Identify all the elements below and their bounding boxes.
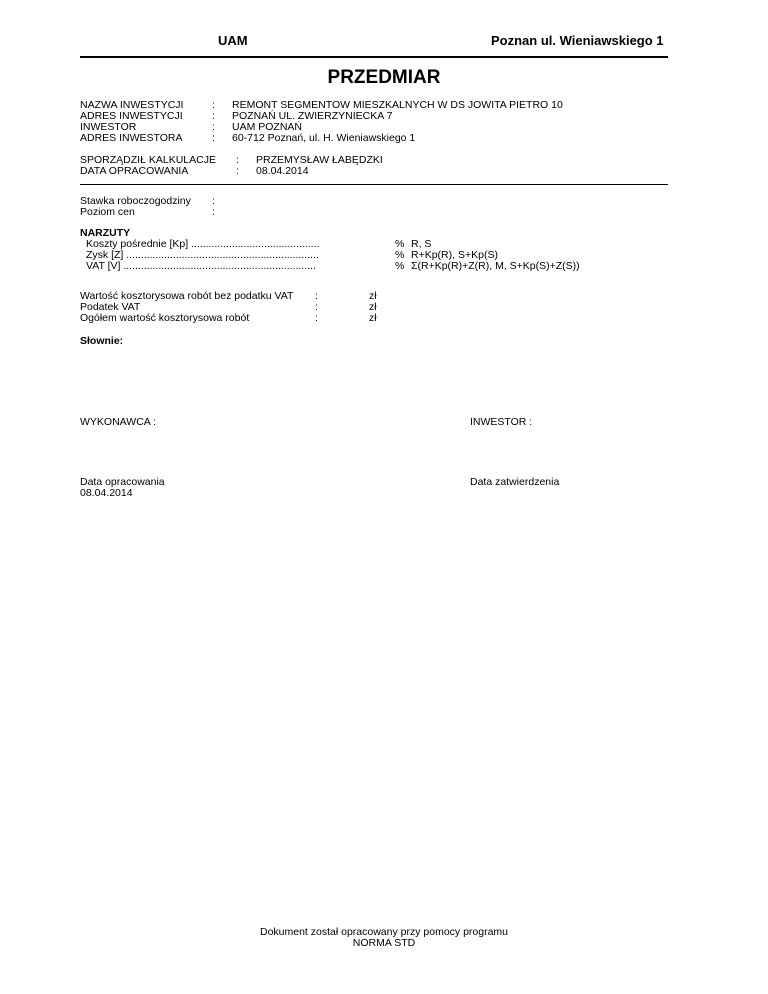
footer-line-2: NORMA STD — [352, 937, 416, 949]
vat-tax-currency: zł — [369, 301, 377, 313]
profit-unit: % — [395, 249, 405, 261]
investment-name-value: REMONT SEGMENTOW MIESZKALNYCH W DS JOWITA PIETRO 10 — [232, 99, 563, 111]
approval-date-label: Data zatwierdzenia — [470, 476, 560, 488]
preparation-date-value: 08.04.2014 — [256, 165, 309, 177]
vat-unit: % — [395, 260, 405, 272]
investor-sep: : — [212, 121, 215, 133]
document-title: PRZEDMIAR — [327, 67, 441, 88]
header-right: Poznan ul. Wieniawskiego 1 — [491, 33, 664, 48]
investment-address-sep: : — [212, 110, 215, 122]
profit-basis: R+Kp(R), S+Kp(S) — [411, 249, 498, 261]
prepared-by-label: SPORZĄDZIŁ KALKULACJE — [80, 154, 216, 166]
labor-rate-label: Stawka roboczogodziny — [80, 195, 191, 207]
prepared-date-value: 08.04.2014 — [80, 487, 133, 499]
investor-value: UAM POZNAŃ — [232, 121, 303, 133]
total-value-sep: : — [315, 312, 318, 324]
header-left: UAM — [218, 33, 248, 48]
investor-label: INWESTOR — [80, 121, 137, 133]
vat-tax-label: Podatek VAT — [80, 301, 141, 313]
total-value-label: Ogółem wartość kosztorysowa robót — [80, 312, 250, 324]
net-value-currency: zł — [369, 290, 377, 302]
net-value-sep: : — [315, 290, 318, 302]
net-value-label: Wartość kosztorysowa robót bez podatku VAT — [80, 290, 294, 302]
vat-tax-sep: : — [315, 301, 318, 313]
investment-address-value: POZNAŃ UL. ZWIERZYNIECKA 7 — [232, 110, 393, 122]
prepared-date-label: Data opracowania — [80, 476, 165, 488]
section-rule — [80, 184, 668, 185]
contractor-label: WYKONAWCA : — [80, 416, 157, 428]
prepared-by-sep: : — [236, 154, 239, 166]
investment-address-label: ADRES INWESTYCJI — [80, 110, 183, 122]
header-rule — [80, 56, 668, 58]
labor-rate-sep: : — [212, 195, 215, 207]
investor-address-sep: : — [212, 132, 215, 144]
investor-address-value: 60-712 Poznań, ul. H. Wieniawskiego 1 — [232, 132, 416, 144]
total-value-currency: zł — [369, 312, 377, 324]
vat-basis: Σ(R+Kp(R)+Z(R), M, S+Kp(S)+Z(S)) — [411, 260, 580, 272]
surcharges-heading: NARZUTY — [80, 227, 131, 239]
indirect-costs-basis: R, S — [411, 238, 432, 250]
investor-signature-label: INWESTOR : — [470, 416, 533, 428]
investment-name-label: NAZWA INWESTYCJI — [80, 99, 184, 111]
price-level-sep: : — [212, 206, 215, 218]
in-words-label: Słownie: — [80, 335, 124, 347]
vat-label: VAT [V] .................................................................. — [86, 260, 316, 272]
footer-line-1: Dokument został opracowany przy pomocy programu — [259, 926, 509, 938]
indirect-costs-label: Koszty pośrednie [Kp] ............................................ — [86, 238, 320, 250]
preparation-date-label: DATA OPRACOWANIA — [80, 165, 189, 177]
price-level-label: Poziom cen — [80, 206, 135, 218]
profit-label: Zysk [Z] .................................................................. — [86, 249, 319, 261]
investment-name-sep: : — [212, 99, 215, 111]
preparation-date-sep: : — [236, 165, 239, 177]
investor-address-label: ADRES INWESTORA — [80, 132, 183, 144]
prepared-by-value: PRZEMYSŁAW ŁABĘDZKI — [256, 154, 383, 166]
indirect-costs-unit: % — [395, 238, 405, 250]
